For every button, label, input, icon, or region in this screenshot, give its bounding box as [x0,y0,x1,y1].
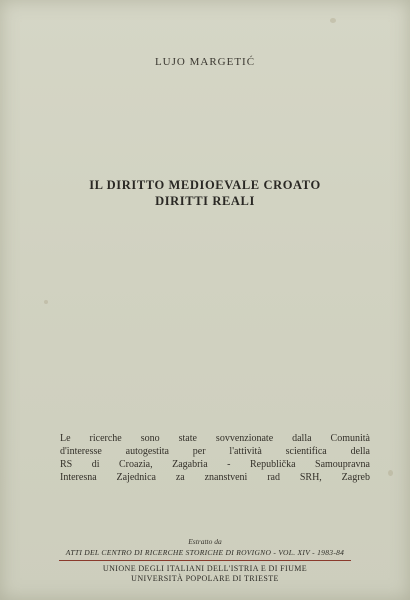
title-line-2: DIRITTI REALI [155,194,255,208]
author-name: LUJO MARGETIĆ [154,56,256,68]
paper-stain [330,18,336,23]
title-block [0,177,410,209]
funding-line: RS di Croazia, Zagabria - Republička Samoupravna [60,459,370,470]
funding-note [60,432,370,484]
journal-citation: ATTI DEL CENTRO DI RICERCHE STORICHE DI ROVIGNO - VOL. XIV - 1983-84 [65,548,345,557]
funding-line: Le ricerche sono state sovvenzionate dalla Comunità [60,433,370,444]
paper-stain [44,300,48,304]
funding-line: Interesna Zajednica za znanstveni rad SRH, Zagreb [60,472,370,483]
paper-stain [388,470,393,476]
title-line-1: IL DIRITTO MEDIOEVALE CROATO [89,178,321,192]
footer [0,537,410,584]
publisher-line-2: UNIVERSITÀ POPOLARE DI TRIESTE [131,574,279,583]
publisher-line-1: UNIONE DEGLI ITALIANI DELL'ISTRIA E DI FIUME [102,564,308,573]
estratto-label: Estratto da [188,537,222,546]
funding-line: d'interesse autogestita per l'attività scientifica della [60,446,370,457]
footer-rule [59,560,351,561]
